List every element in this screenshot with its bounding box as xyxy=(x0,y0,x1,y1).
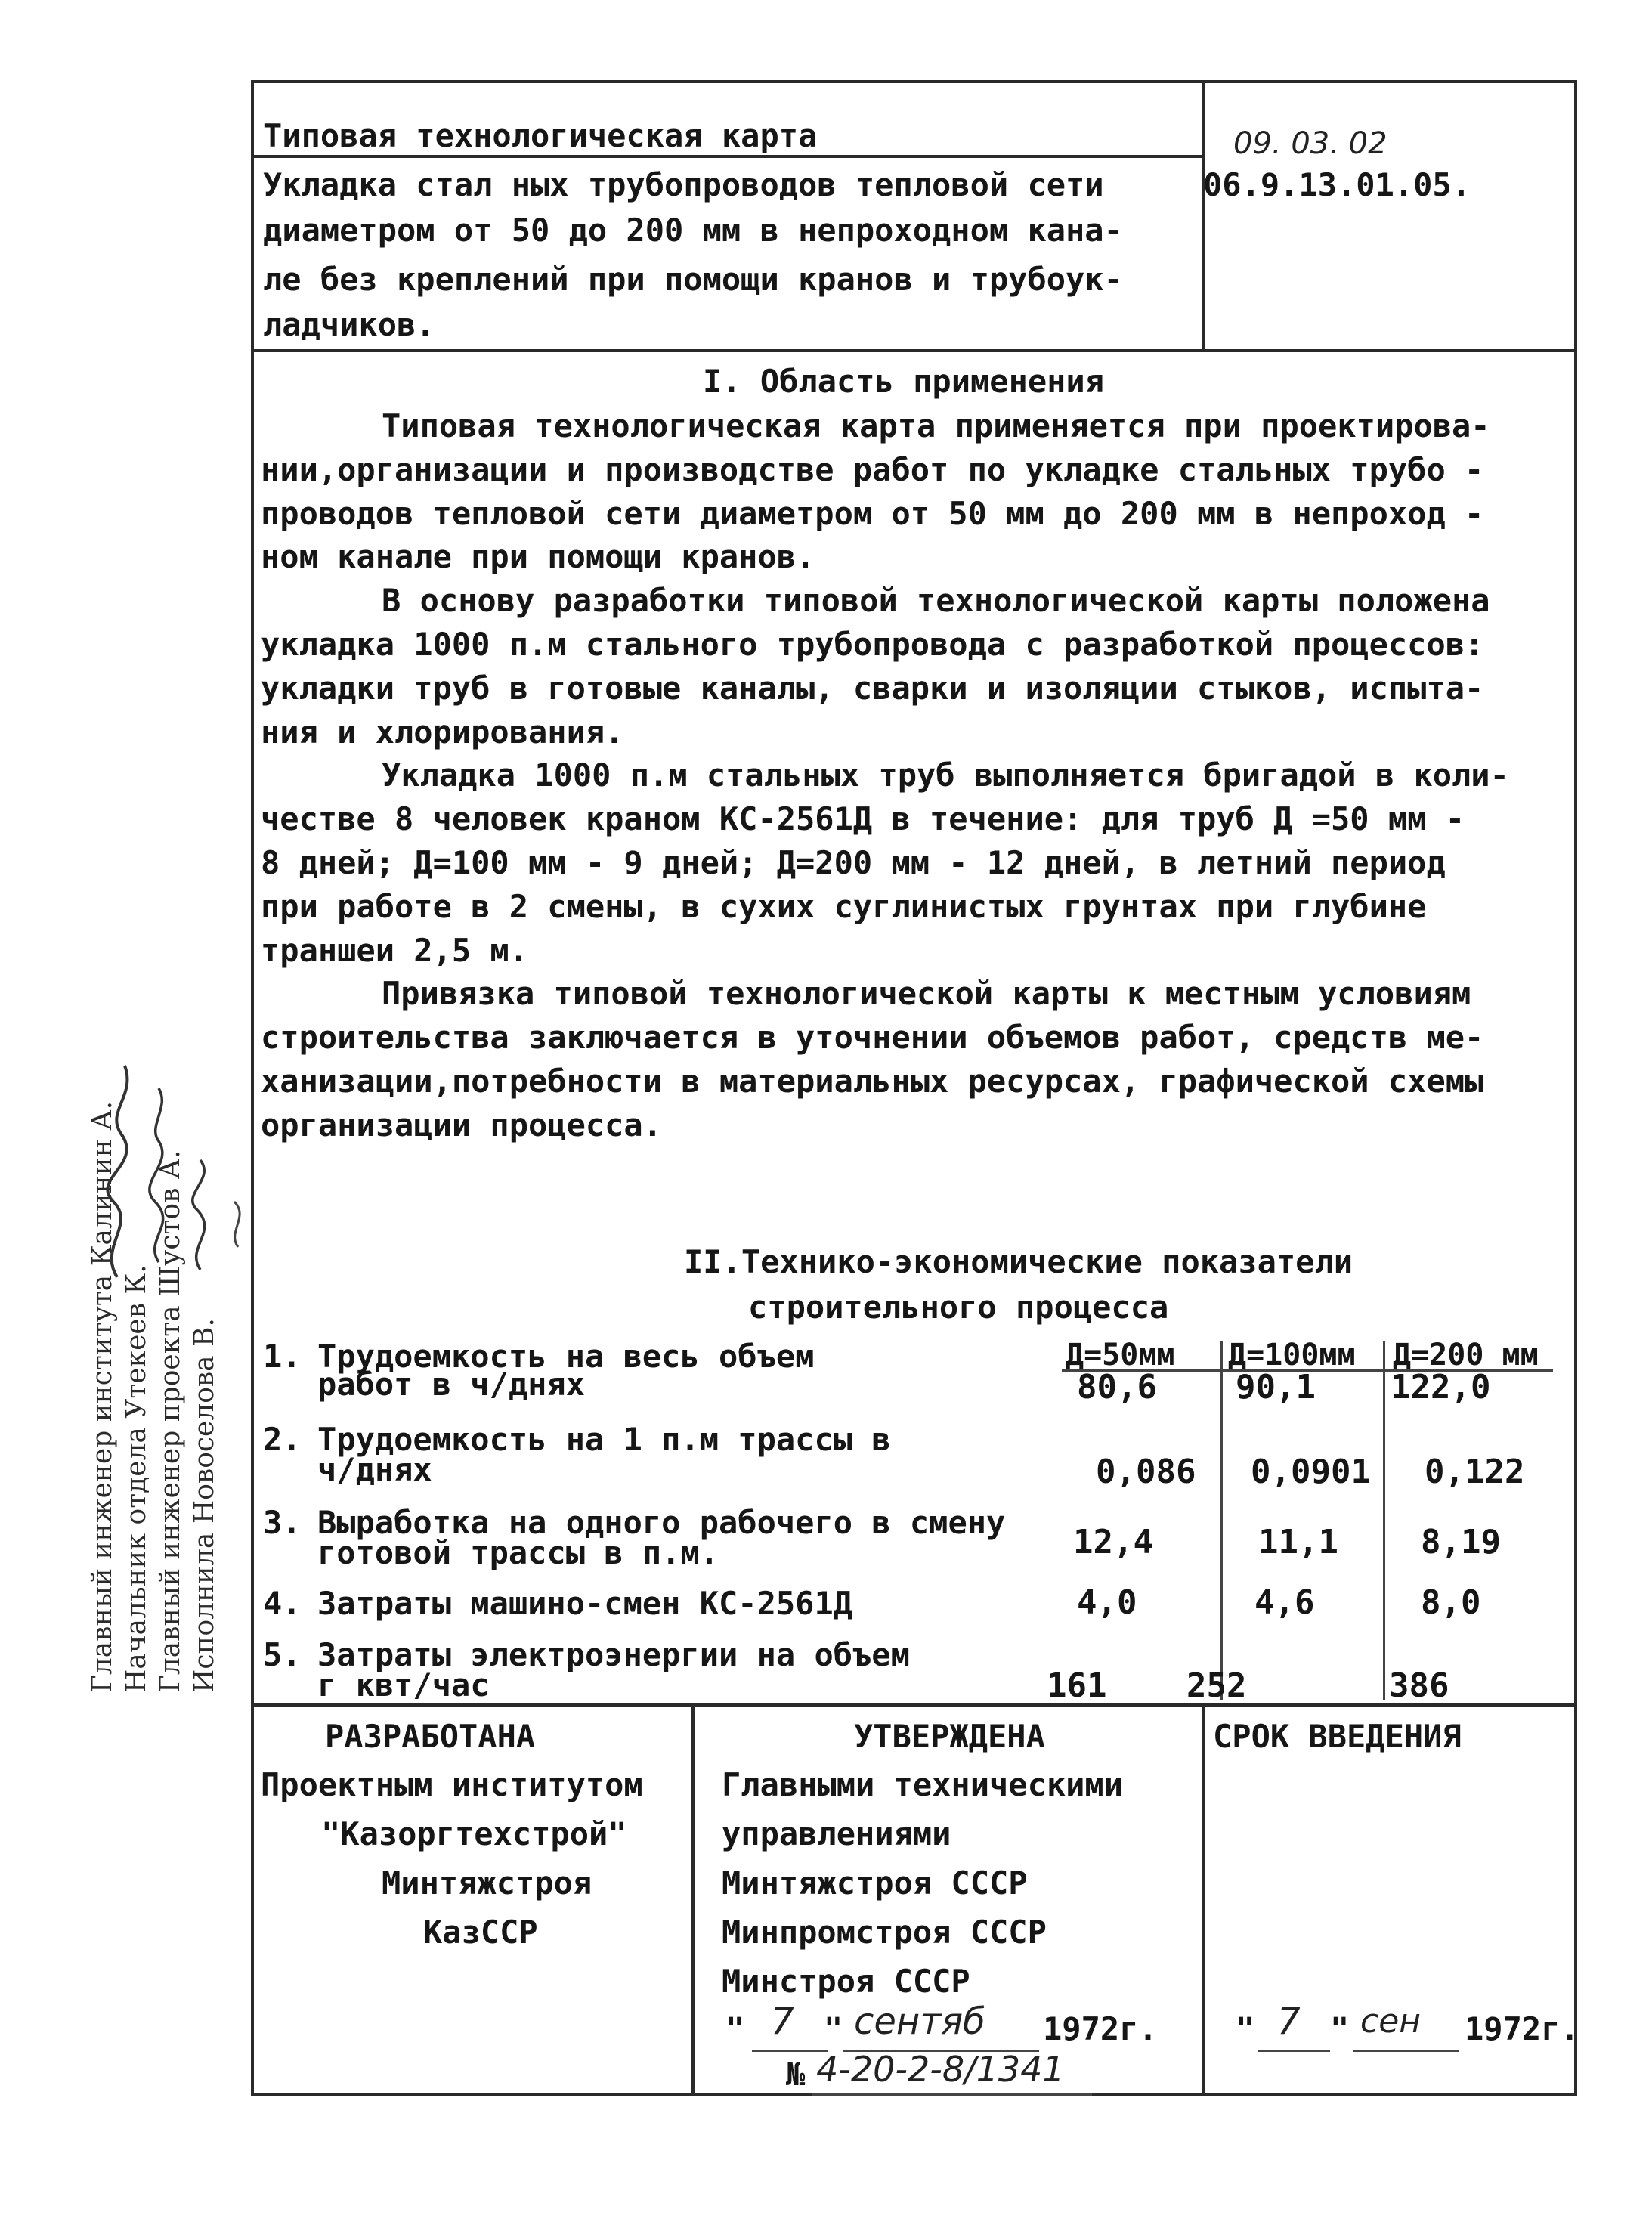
handwritten-signatures xyxy=(45,975,257,1300)
doc-title-line-4: ладчиков. xyxy=(263,306,435,343)
section-1-line: строительства заключается в уточнении объемов работ, средств ме- xyxy=(261,1019,1484,1057)
column-header-200: Д=200 мм xyxy=(1393,1338,1539,1372)
column-divider-1 xyxy=(1220,1341,1223,1700)
approved-date-close-quote: " xyxy=(824,2010,843,2047)
developed-line-2: "Казоргтехстрой" xyxy=(321,1815,627,1852)
header-bottom-line xyxy=(251,349,1577,352)
approved-number-underline xyxy=(812,2093,1092,2096)
approved-number: 4-20-2-8/1341 xyxy=(816,2049,1065,2090)
section-1-line: Укладка 1000 п.м стальных труб выполняется бригадой в коли- xyxy=(382,757,1509,794)
section-1-line: нии,организации и производстве работ по укладке стальных трубо - xyxy=(261,450,1484,488)
signature-line-2: Начальник отдела Утекеев К. xyxy=(121,1264,152,1693)
row-3-value-100: 11,1 xyxy=(1258,1523,1338,1561)
section-2-heading-line-1: II.Технико-экономические показатели xyxy=(684,1243,1353,1280)
approved-heading: УТВЕРЖДЕНА xyxy=(854,1718,1045,1755)
approved-line-5: Минстроя СССР xyxy=(722,1963,970,2000)
row-2-number: 2. xyxy=(263,1421,302,1458)
approved-date-year: 1972г. xyxy=(1043,2010,1158,2047)
effective-date-close-quote: " xyxy=(1330,2010,1350,2047)
signature-line-1: Главный инженер института Калинин А. xyxy=(87,1100,118,1693)
row-1-number: 1. xyxy=(263,1338,302,1375)
row-2-value-50: 0,086 xyxy=(1096,1453,1196,1491)
developed-line-3: Минтяжстроя xyxy=(382,1864,592,1901)
developed-heading: РАЗРАБОТАНА xyxy=(325,1718,536,1755)
effective-date-day: 7 xyxy=(1277,2000,1301,2043)
footer-divider-1 xyxy=(691,1703,695,2096)
row-2-label-2: ч/днях xyxy=(317,1451,432,1488)
row-4-number: 4. xyxy=(263,1585,302,1622)
doc-type: Типовая технологическая карта xyxy=(263,117,818,154)
row-1-value-50: 80,6 xyxy=(1077,1368,1157,1406)
effective-date-month: сен xyxy=(1360,2002,1422,2041)
header-vertical-divider xyxy=(1202,80,1205,352)
approved-number-prefix: № xyxy=(786,2056,806,2093)
approved-line-1: Главными техническими xyxy=(722,1766,1124,1803)
row-3-number: 3. xyxy=(263,1504,302,1541)
row-2-value-100: 0,0901 xyxy=(1251,1453,1371,1491)
footer-top-line xyxy=(251,1703,1577,1707)
effective-date-year: 1972г. xyxy=(1465,2010,1579,2047)
approved-date-month: сентяб xyxy=(854,2000,985,2043)
row-2-label-1: Трудоемкость на 1 п.м трассы в xyxy=(317,1421,891,1458)
section-1-line: проводов тепловой сети диаметром от 50 мм до 200 мм в непроход - xyxy=(261,494,1484,532)
section-1-line: организации процесса. xyxy=(261,1106,663,1143)
section-1-line: при работе в 2 смены, в сухих суглинистых грунтах при глубине xyxy=(261,887,1427,925)
developed-line-4: КазССР xyxy=(423,1914,538,1951)
section-1-line: ния и хлорирования. xyxy=(261,713,624,750)
section-1-line: 8 дней; Д=100 мм - 9 дней; Д=200 мм - 12 дней, в летний период xyxy=(261,843,1446,881)
column-header-50: Д=50мм xyxy=(1066,1338,1175,1372)
doc-title-line-2: диаметром от 50 до 200 мм в непроходном кана- xyxy=(263,212,1123,249)
section-1-line: ном канале при помощи кранов. xyxy=(261,538,815,576)
section-1-line: Типовая технологическая карта применяется при проектирова- xyxy=(382,407,1490,444)
row-4-label-1: Затраты машино-смен КС-2561Д xyxy=(317,1585,853,1622)
row-1-value-200: 122,0 xyxy=(1391,1368,1491,1406)
section-1-body xyxy=(261,404,1561,1147)
row-2-value-200: 0,122 xyxy=(1425,1453,1525,1491)
row-3-value-200: 8,19 xyxy=(1421,1523,1501,1561)
row-5-label-1: Затраты электроэнергии на объем xyxy=(317,1636,910,1673)
signature-line-3: Главный инженер проекта Шустов А. xyxy=(155,1150,186,1693)
section-1-line: В основу разработки типовой технологической карты положена xyxy=(382,582,1490,620)
section-1-line: траншеи 2,5 м. xyxy=(261,931,529,969)
doc-code-handwritten: 09. 03. 02 xyxy=(1233,126,1387,161)
row-3-label-1: Выработка на одного рабочего в смену xyxy=(317,1504,1006,1541)
row-3-value-50: 12,4 xyxy=(1073,1523,1153,1561)
approved-line-2: управлениями xyxy=(722,1815,951,1852)
row-4-value-50: 4,0 xyxy=(1077,1583,1137,1622)
row-5-number: 5. xyxy=(263,1636,302,1673)
row-5-value-100: 252 xyxy=(1186,1666,1247,1705)
footer-divider-2 xyxy=(1202,1703,1205,2096)
signature-line-4: Исполнила Новоселова В. xyxy=(189,1318,220,1693)
row-1-label-1: Трудоемкость на весь объем xyxy=(317,1338,815,1375)
row-1-value-100: 90,1 xyxy=(1236,1368,1316,1406)
row-3-label-2: готовой трассы в п.м. xyxy=(317,1534,719,1571)
row-4-value-200: 8,0 xyxy=(1421,1583,1481,1622)
section-1-line: честве 8 человек краном КС-2561Д в течение: для труб Д =50 мм - xyxy=(261,800,1465,838)
row-1-label-2: работ в ч/днях xyxy=(317,1366,586,1403)
effective-heading: СРОК ВВЕДЕНИЯ xyxy=(1213,1718,1462,1755)
section-1-heading: I. Область применения xyxy=(703,363,1105,400)
section-2-heading-line-2: строительного процесса xyxy=(748,1289,1169,1326)
doc-title-line-1: Укладка стал ных трубопроводов тепловой сети xyxy=(263,166,1104,203)
doc-title-line-3: ле без креплений при помощи кранов и трубоук- xyxy=(263,261,1123,298)
row-5-value-200: 386 xyxy=(1389,1666,1449,1705)
approved-date-day: 7 xyxy=(771,2000,794,2043)
row-5-label-2: г квт/час xyxy=(317,1666,490,1703)
developed-line-1: Проектным институтом xyxy=(261,1766,643,1803)
effective-date-open-quote: " xyxy=(1236,2010,1255,2047)
section-1-line: укладки труб в готовые каналы, сварки и изоляции стыков, испыта- xyxy=(261,669,1484,707)
row-5-value-50: 161 xyxy=(1047,1666,1107,1705)
column-header-100: Д=100мм xyxy=(1228,1338,1356,1372)
row-4-value-100: 4,6 xyxy=(1254,1583,1315,1622)
column-divider-2 xyxy=(1383,1341,1385,1700)
approved-date-open-quote: " xyxy=(725,2010,745,2047)
effective-month-underline xyxy=(1353,2050,1459,2052)
section-1-line: ханизации,потребности в материальных ресурсах, графической схемы xyxy=(261,1062,1484,1100)
section-1-line: укладка 1000 п.м стального трубопровода с разработкой процессов: xyxy=(261,625,1484,663)
section-1-line: Привязка типовой технологической карты к местным условиям xyxy=(382,975,1471,1013)
approved-line-4: Минпромстроя СССР xyxy=(722,1914,1047,1951)
approved-line-3: Минтяжстроя СССР xyxy=(722,1864,1028,1901)
doc-code: 06.9.13.01.05. xyxy=(1203,166,1471,203)
effective-day-underline xyxy=(1258,2050,1330,2052)
